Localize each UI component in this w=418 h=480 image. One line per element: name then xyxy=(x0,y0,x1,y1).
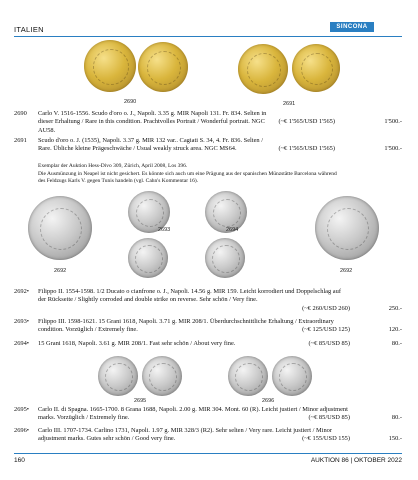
lot-price: 80.- xyxy=(391,340,402,347)
brand-logo: SINCONA xyxy=(330,22,374,32)
lot-estimate: (~€ 1'565/USD 1'565) xyxy=(278,145,335,152)
lot-description: Scudo d'oro o. J. (1535), Napoli. 3.37 g. MIR 132 var.. Cagiati S. 34, 4. Fr. 836. Selten / Rare. Übliche kleine Prägeschwäche / Usual weakly struck area. NGC MS64. xyxy=(38,137,263,153)
lot-number: 2693• xyxy=(14,318,30,325)
section-header: ITALIEN xyxy=(14,25,44,34)
coin-image-2695-obverse xyxy=(98,356,138,396)
commentary-note: Die Ausmünzung in Neapel ist nicht gesichert. Es könnte sich auch um eine Prägung aus der spanischen Münzstätte Barcelona während des Feldzugs Karls V. gegen Tunis handeln (vgl. Cahn's Kommentar 16). xyxy=(38,171,337,185)
coin-image-2696-obverse xyxy=(228,356,268,396)
footer-rule xyxy=(14,453,402,454)
coin-image-2695-reverse xyxy=(142,356,182,396)
lot-number: 2691 xyxy=(14,137,27,144)
coin-image-2693-reverse xyxy=(128,238,168,278)
lot-estimate: (~€ 1'565/USD 1'565) xyxy=(278,118,335,125)
coin-image-2690-obverse xyxy=(84,40,136,92)
lot-description: Carlo V. 1516-1556. Scudo d'oro o. J., Napoli. 3.35 g. MIR Napoli 131. Fr. 834. Selten in dieser Erhaltung / Rare in this condition. Prachtvolles Portrait / Wonderful portrait. NGC AU58. xyxy=(38,110,267,134)
lot-description: Filippo II. 1554-1598. 1/2 Ducato o cianfrone o. J., Napoli. 14.56 g. MIR 159. Leicht korrodiert und Doppelschlag auf der Rückseite / Slightly corroded and double strike on reverse. Sehr schön / Very fine. xyxy=(38,288,341,304)
coin-image-2691-obverse xyxy=(238,44,288,94)
lot-price: 1'500.- xyxy=(384,145,402,152)
coin-image-2692-obverse xyxy=(28,196,92,260)
page-number: 160 xyxy=(14,457,25,464)
lot-description: Carlo III. 1707-1734. Carlino 1731, Napoli. 1.97 g. MIR 328/3 (R2). Sehr selten / Very rare. Leicht justiert / Minor adjustment marks. Gutes sehr schön / Good very fine. xyxy=(38,427,332,443)
lot-estimate: (~€ 155/USD 155) xyxy=(302,435,350,442)
lot-number: 2696• xyxy=(14,427,30,434)
lot-estimate: (~€ 260/USD 260) xyxy=(302,305,350,312)
coin-image-2692-reverse xyxy=(315,196,379,260)
auction-title: AUKTION 86 | OKTOBER 2022 xyxy=(310,457,402,464)
lot-estimate: (~€ 85/USD 85) xyxy=(308,414,350,421)
caption-2692-right: 2692 xyxy=(340,268,353,274)
lot-price: 250.- xyxy=(388,305,402,312)
lot-number: 2694• xyxy=(14,340,30,347)
coin-image-2694-reverse xyxy=(205,238,245,278)
coin-image-2690-reverse xyxy=(138,42,188,92)
lot-estimate: (~€ 125/USD 125) xyxy=(302,326,350,333)
lot-number: 2690 xyxy=(14,110,27,117)
lot-price: 80.- xyxy=(391,414,402,421)
lot-number: 2695• xyxy=(14,406,30,413)
caption-2691: 2691 xyxy=(283,101,296,107)
lot-description: 15 Grani 1618, Napoli. 3.61 g. MIR 208/1. Fast sehr schön / About very fine. xyxy=(38,340,236,347)
caption-2692-left: 2692 xyxy=(54,268,67,274)
coin-image-2696-reverse xyxy=(272,356,312,396)
lot-description: Carlo II. di Spagna. 1665-1700. 8 Grana 1688, Napoli. 2.00 g. MIR 304. Mont. 60 (R). Leicht justiert / Minor adjustment marks. Vorzüglich / Extremely fine. xyxy=(38,406,348,422)
caption-2693: 2693 xyxy=(158,227,171,233)
caption-2696: 2696 xyxy=(262,398,275,404)
lot-estimate: (~€ 85/USD 85) xyxy=(308,340,350,347)
header-rule xyxy=(14,36,402,37)
lot-price: 120.- xyxy=(388,326,402,333)
caption-2690: 2690 xyxy=(124,99,137,105)
lot-price: 150.- xyxy=(388,435,402,442)
lot-price: 1'500.- xyxy=(384,118,402,125)
lot-description: Filippo III. 1598-1621. 15 Grani 1618, Napoli. 3.71 g. MIR 208/1. Überdurchschnittliche Erhaltung / Extraordinary condition. Vorzüglich / Extremely fine. xyxy=(38,318,334,334)
caption-2695: 2695 xyxy=(134,398,147,404)
coin-image-2691-reverse xyxy=(292,44,340,92)
lot-number: 2692• xyxy=(14,288,30,295)
provenance-note: Exemplar der Auktion Hess-Divo 309, Zürich, April 2008, Los 396. xyxy=(38,163,188,169)
caption-2694: 2694 xyxy=(226,227,239,233)
